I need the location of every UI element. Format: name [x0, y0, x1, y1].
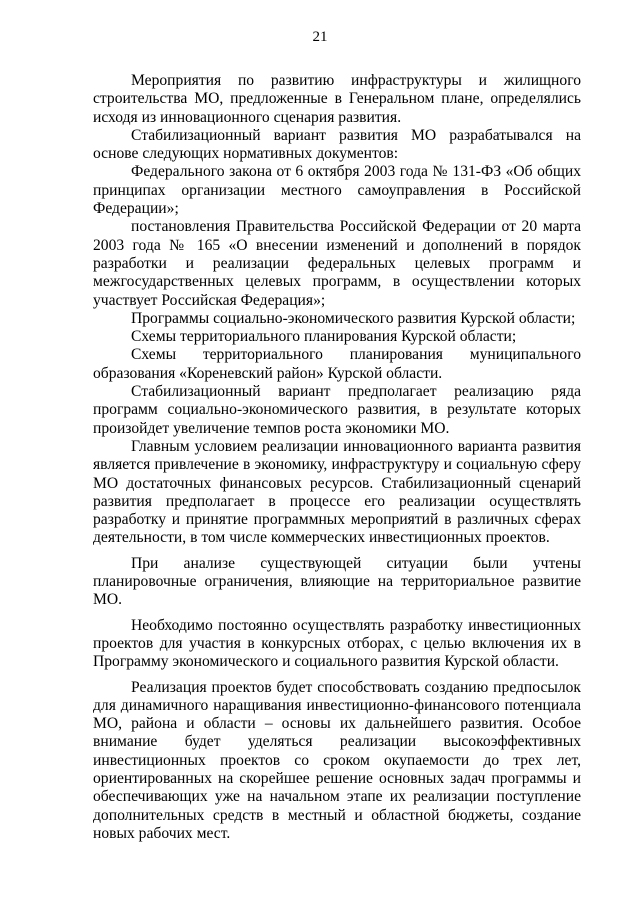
page-number: 21 — [312, 29, 328, 45]
paragraph: Мероприятия по развитию инфраструктуры и жилищного строительства МО, предложенные в Генеральном плане, определялись исходя из инновационного сценария развития. — [93, 72, 581, 126]
paragraph: Необходимо постоянно осуществлять разработку инвестиционных проектов для участия в конкурсных отборах, с целью включения их в Программу экономического и социального развития Курской области. — [93, 616, 581, 671]
paragraph: Стабилизационный вариант предполагает реализацию ряда программ социально-экономического развития, в результате которых произойдет увеличение темпов роста экономики МО. — [93, 383, 581, 437]
paragraph: При анализе существующей ситуации были учтены планировочные ограничения, влияющие на территориальное развитие МО. — [93, 554, 581, 609]
document-body — [93, 72, 581, 843]
paragraph: Программы социально-экономического развития Курской области; — [131, 309, 576, 327]
paragraph: Реализация проектов будет способствовать созданию предпосылок для динамичного наращивания инвестиционно-финансового потенциала МО, района и области – основы их дальнейшего развития. Особое внимание будет уделяться реализации высокоэффективных инвестиционных проектов со сроком окупаемости до трех лет, ориентированных на скорейшее решение основных задач программы и обеспечивающих уже на начальном этапе их реализации поступление дополнительных средств в местный и областной бюджеты, создание новых рабочих мест. — [93, 678, 581, 842]
paragraph: Схемы территориального планирования Курской области; — [131, 328, 517, 346]
paragraph: Федерального закона от 6 октября 2003 года № 131-ФЗ «Об общих принципах организации местного самоуправления в Российской Федерации»; — [93, 163, 581, 218]
paragraph: Стабилизационный вариант развития МО разрабатывался на основе следующих нормативных документов: — [93, 126, 581, 163]
paragraph: постановления Правительства Российской Федерации от 20 марта 2003 года № 165 «О внесении изменений и дополнений в порядок разработки и реализации федеральных целевых программ и межгосударственных целевых программ, в осуществлении которых участвует Российская Федерация»; — [93, 218, 581, 309]
paragraph: Главным условием реализации инновационного варианта развития является привлечение в экономику, инфраструктуру и социальную сферу МО достаточных финансовых ресурсов. Стабилизационный сценарий развития предполагает в процессе его реализации осуществлять разработку и принятие программных мероприятий в различных сферах деятельности, в том числе коммерческих инвестиционных проектов. — [93, 437, 581, 547]
paragraph: Схемы территориального планирования муниципального образования «Кореневский район» Курской области. — [93, 346, 581, 382]
